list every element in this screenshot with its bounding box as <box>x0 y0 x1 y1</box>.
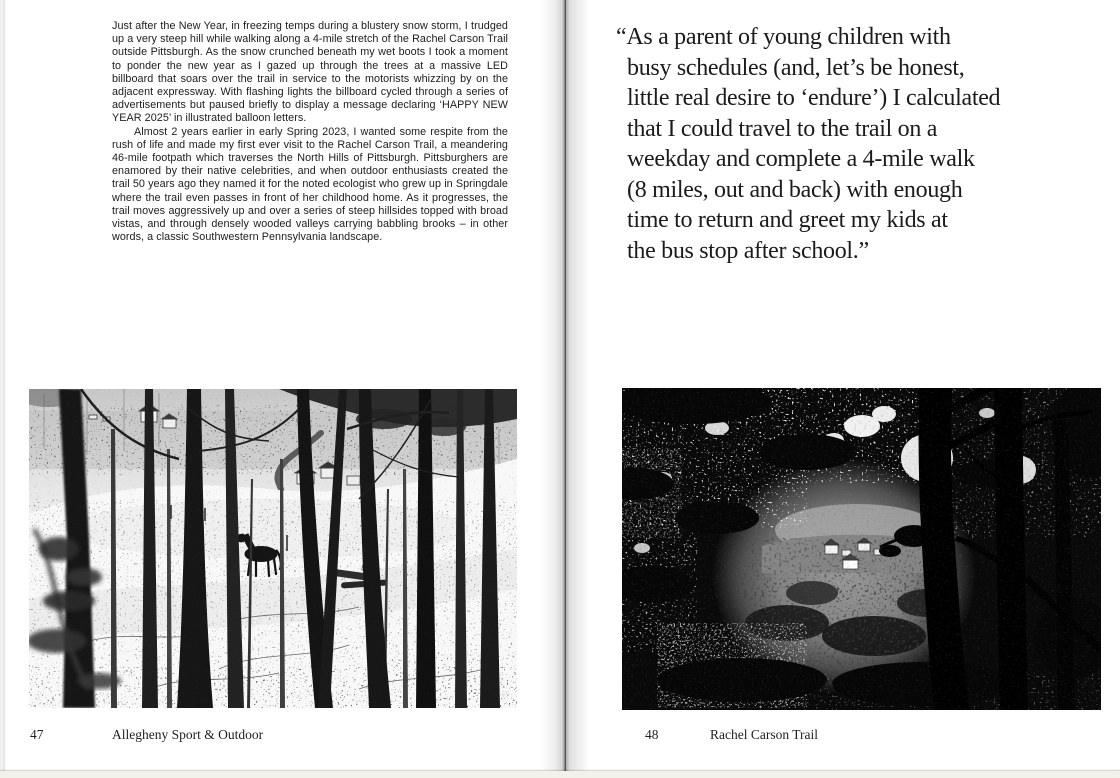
page-number-right: 48 <box>645 727 659 742</box>
footer-section-title: Allegheny Sport & Outdoor <box>112 727 264 742</box>
pull-quote-line: “As a parent of young children with <box>616 24 951 50</box>
book-spine-gutter <box>540 0 590 771</box>
pull-quote-line: weekday and complete a 4-mile walk <box>627 146 975 172</box>
pull-quote <box>616 22 1117 266</box>
page-left-edge <box>0 0 7 771</box>
article-body <box>112 20 508 244</box>
background-surface <box>0 771 1120 778</box>
pull-quote-line: little real desire to ‘endure’) I calculated <box>627 85 1001 111</box>
pull-quote-line: time to return and greet my kids at <box>627 207 948 233</box>
pull-quote-line: busy schedules (and, let’s be honest, <box>627 54 965 81</box>
page-number-left: 47 <box>30 727 44 742</box>
article-paragraph: Almost 2 years earlier in early Spring 2023, I wanted some respite from the rush of life and made my first ever visit to the Rachel Carson Trail, a meandering 46-mile footpath which traverses the North Hills of Pittsburgh. Pittsburghers are enamored by their native celebrities, and when outdoor enthusiasts created the trail 50 years ago they named it for the noted ecologist who grew up in Springdale where the trail even passes in front of her childhood home. As it progresses, the trail moves aggressively up and over a series of steep hillsides topped with broad vistas, and through densely wooded valleys carrying babbling brooks – in other words, a classic Southwestern Pennsylvania landscape. <box>112 125 508 244</box>
pull-quote-line: (8 miles, out and back) with enough <box>627 176 963 203</box>
photo-village-through-trees <box>622 388 1101 710</box>
pull-quote-line: the bus stop after school.” <box>627 237 869 264</box>
footer-chapter-title: Rachel Carson Trail <box>710 727 818 742</box>
pull-quote-line: that I could travel to the trail on a <box>627 115 938 142</box>
article-paragraph: Just after the New Year, in freezing temps during a blustery snow storm, I trudged up a very steep hill while walking along a 4-mile stretch of the Rachel Carson Trail outside Pittsburgh. As the snow crunched beneath my wet boots I took a moment to ponder the new year as I gazed up through the trees at a massive LED billboard that soars over the trail in service to the motorists whizzing by on the adjacent expressway. With flashing lights the billboard cycled through a series of advertisements but paused briefly to display a message declaring ‘HAPPY NEW YEAR 2025’ in illustrated balloon letters. <box>112 20 508 125</box>
photo-snowy-forest-horse <box>29 389 517 708</box>
